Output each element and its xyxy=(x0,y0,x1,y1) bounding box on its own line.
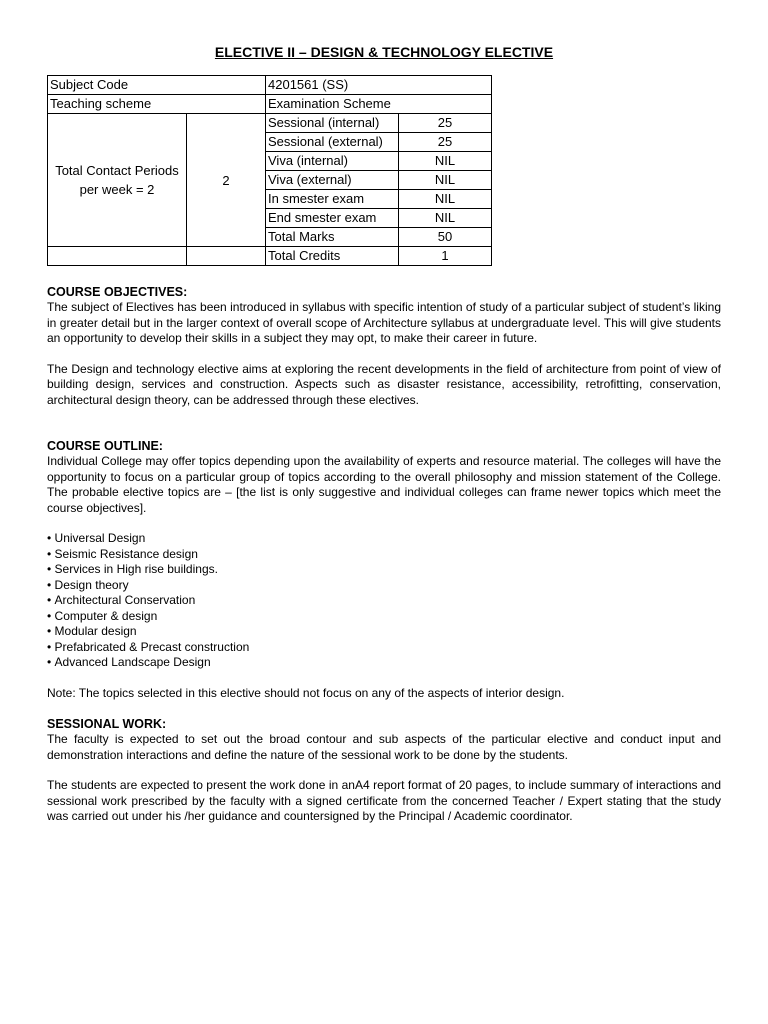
exam-row-value: 25 xyxy=(399,133,492,152)
exam-row-label: Total Credits xyxy=(266,247,399,266)
exam-row-value: NIL xyxy=(399,152,492,171)
outline-heading: COURSE OUTLINE: xyxy=(47,439,163,453)
list-item: • Advanced Landscape Design xyxy=(47,655,721,671)
objectives-paragraph: The Design and technology elective aims at exploring the recent developments in the field of architecture from point of view of building design, services and construction. Aspects such as disaster resistance, accessibility, retrofitting, conservation, architectural design theory, can be addressed through these electives. xyxy=(47,361,721,407)
list-item: • Prefabricated & Precast construction xyxy=(47,640,721,656)
list-item: • Modular design xyxy=(47,624,721,640)
exam-row-label: Sessional (internal) xyxy=(266,114,399,133)
empty-cell xyxy=(48,247,187,266)
exam-row-value: NIL xyxy=(399,171,492,190)
list-item: • Computer & design xyxy=(47,609,721,625)
document-title: ELECTIVE II – DESIGN & TECHNOLOGY ELECTIVE xyxy=(214,44,554,60)
exam-row-label: End smester exam xyxy=(266,209,399,228)
exam-row-label: In smester exam xyxy=(266,190,399,209)
exam-row-value: 50 xyxy=(399,228,492,247)
sessional-heading: SESSIONAL WORK: xyxy=(47,717,167,731)
table-row xyxy=(48,76,492,95)
exam-row-value: 1 xyxy=(399,247,492,266)
list-item: • Architectural Conservation xyxy=(47,593,721,609)
exam-row-label: Total Marks xyxy=(266,228,399,247)
empty-cell xyxy=(187,247,266,266)
examination-scheme-label: Examination Scheme xyxy=(266,95,492,114)
document-body xyxy=(47,284,721,825)
scheme-table xyxy=(47,75,492,266)
outline-paragraph: Individual College may offer topics depending upon the availability of experts and resource material. The colleges will have the opportunity to focus on a particular group of topics according to the overall philosophy and mission statement of the College. The probable elective topics are – [the list is only suggestive and individual colleges can frame newer topics which meet the course objectives]. xyxy=(47,454,721,515)
contact-periods-line2: per week = 2 xyxy=(79,182,155,197)
list-item: • Design theory xyxy=(47,578,721,594)
list-item: • Universal Design xyxy=(47,531,721,547)
sessional-paragraph: The students are expected to present the work done in anA4 report format of 20 pages, to include summary of interactions and sessional work prescribed by the faculty with a signed certificate from the concerned Teacher / Expert stating that the study was carried out under his /her guidance and countersigned by the Principal / Academic coordinator. xyxy=(47,778,721,823)
subject-code-value: 4201561 (SS) xyxy=(266,76,492,95)
exam-row-label: Viva (external) xyxy=(266,171,399,190)
exam-row-value: NIL xyxy=(399,190,492,209)
exam-row-value: 25 xyxy=(399,114,492,133)
list-item: • Services in High rise buildings. xyxy=(47,562,721,578)
contact-periods-cell xyxy=(48,114,187,247)
exam-row-value: NIL xyxy=(399,209,492,228)
list-item: • Seismic Resistance design xyxy=(47,547,721,563)
contact-periods-line1: Total Contact Periods xyxy=(55,163,179,178)
topics-list xyxy=(47,531,721,671)
table-row xyxy=(48,95,492,114)
table-row xyxy=(48,247,492,266)
teaching-scheme-label: Teaching scheme xyxy=(48,95,266,114)
subject-code-label: Subject Code xyxy=(48,76,266,95)
table-row xyxy=(48,114,492,133)
periods-value: 2 xyxy=(187,114,266,247)
outline-note: Note: The topics selected in this elective should not focus on any of the aspects of interior design. xyxy=(47,685,565,700)
objectives-heading: COURSE OBJECTIVES: xyxy=(47,285,188,299)
exam-row-label: Sessional (external) xyxy=(266,133,399,152)
sessional-paragraph: The faculty is expected to set out the broad contour and sub aspects of the particular elective and conduct input and demonstration interactions and define the nature of the sessional work to be done by the students. xyxy=(47,732,721,762)
objectives-paragraph: The subject of Electives has been introduced in syllabus with specific intention of study of a particular subject of student’s liking in greater detail but in the larger context of overall scope of Architecture syllabus at undergraduate level. This will give students an opportunity to develop their skills in a subject they may opt, to make their career in future. xyxy=(47,300,721,345)
exam-row-label: Viva (internal) xyxy=(266,152,399,171)
